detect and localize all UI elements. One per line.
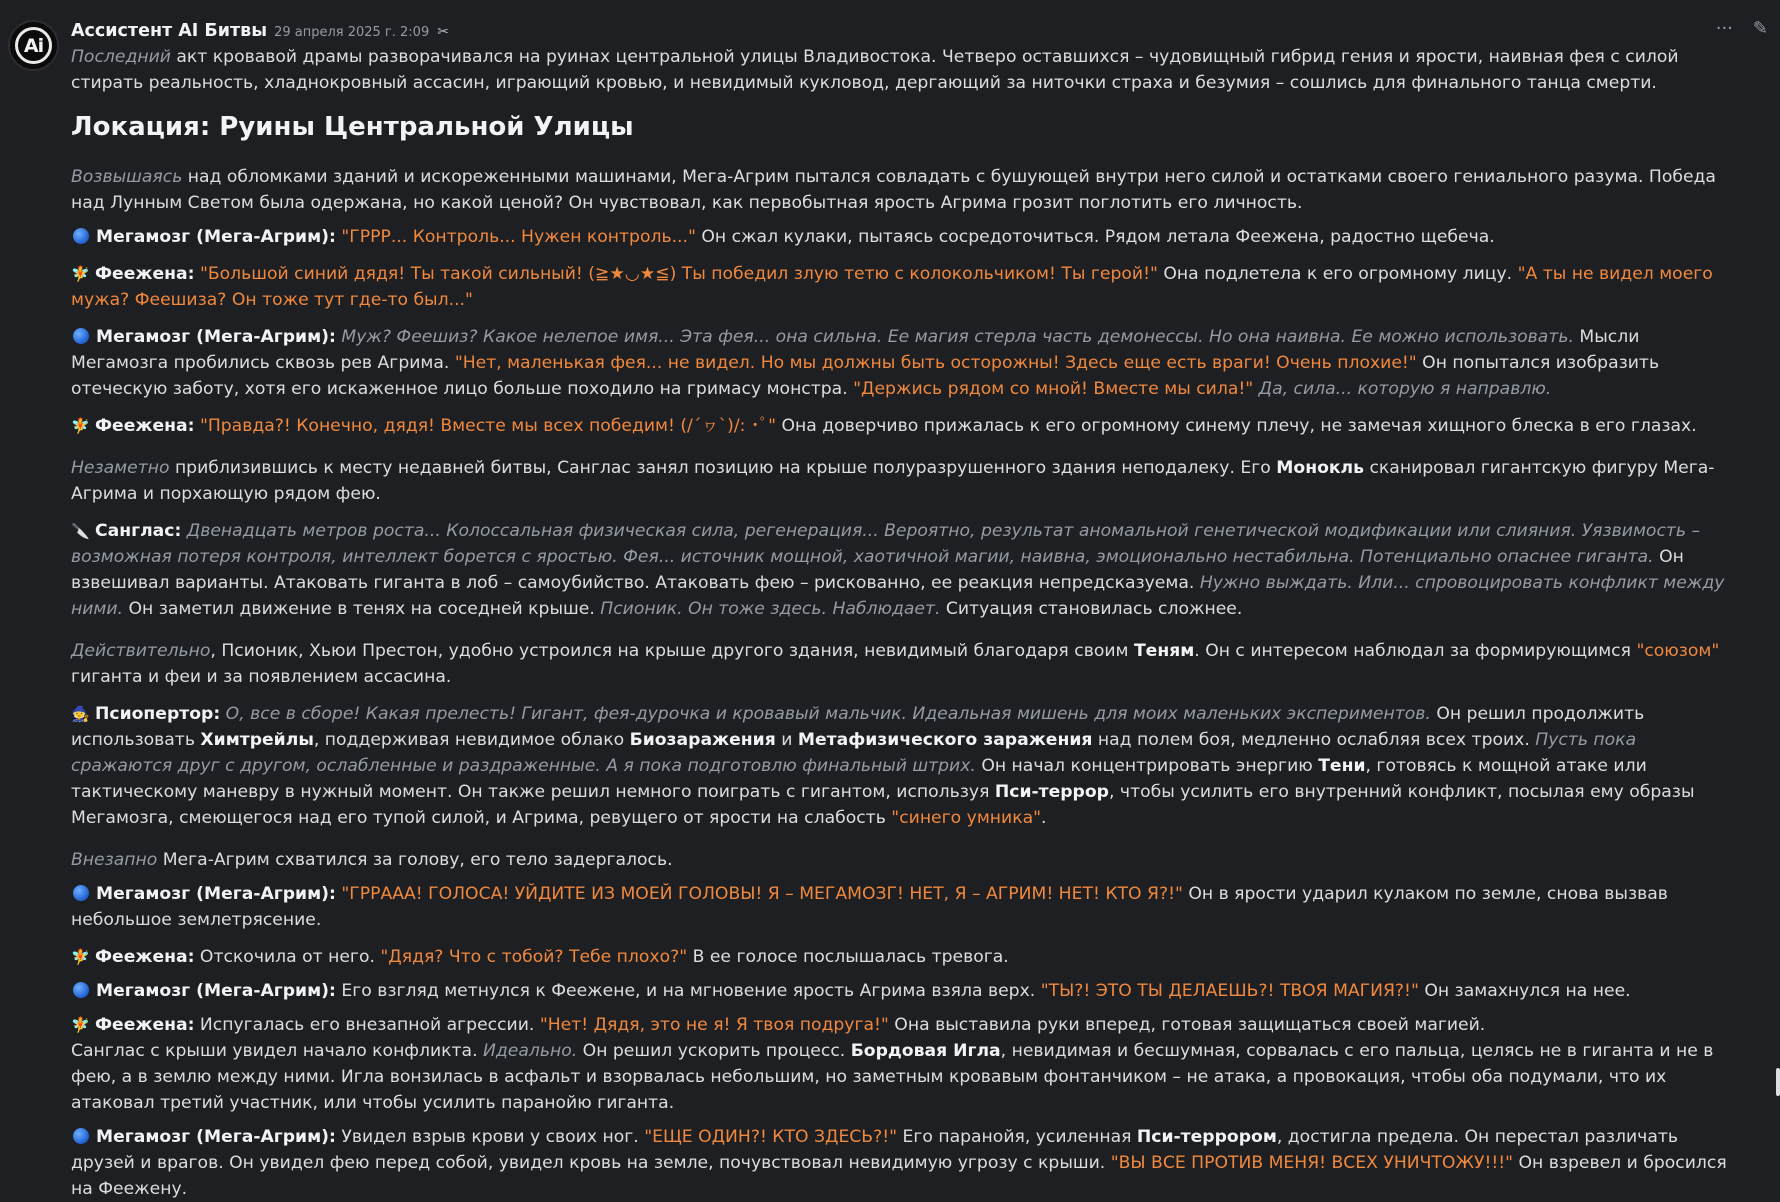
skill-name: Химтрейлы: [200, 730, 314, 750]
skill-name: Метафизического заражения: [797, 730, 1093, 750]
quote: "ЕЩЕ ОДИН?! КТО ЗДЕСЬ?!": [644, 1127, 898, 1147]
quote: "ВЫ ВСЕ ПРОТИВ МЕНЯ! ВСЕХ УНИЧТОЖУ!!!": [1110, 1153, 1514, 1173]
line-text: Она доверчиво прижалась к его огромному синему плечу, не замечая хищного блеска в его глазах.: [776, 416, 1697, 436]
quote: "Нет, маленькая фея... не видел. Но мы должны быть осторожны! Здесь еще есть враги! Очень плохие!": [454, 353, 1417, 373]
p2-text: сканировал гигантскую фигуру Мега-Агрима и порхающую рядом фею.: [71, 458, 1715, 504]
scrollbar-thumb[interactable]: [1776, 1068, 1780, 1096]
quote: "синего умника": [891, 808, 1042, 828]
dialogue-line: [71, 1124, 1741, 1202]
author-name[interactable]: Ассистент AI Битвы: [71, 21, 268, 41]
speaker-name: Мегамозг (Мега-Агрим):: [96, 884, 336, 904]
line-text: Он в ярости ударил кулаком по земле, снова вызвав небольшое землетрясение.: [71, 884, 1668, 930]
paragraph-1: [71, 164, 1741, 216]
intro-text: акт кровавой драмы разворачивался на руинах центральной улицы Владивостока. Четверо оставшихся – чудовищный гибрид гения и ярости, наивная фея с силой стирать реальность, хладнокровный ассасин, играющий кровью, и невидимый кукловод, дергающий за ниточки страха и безумия – сошлись для финального танца смерти.: [71, 47, 1679, 93]
speaker-name: Феежена:: [95, 416, 195, 436]
speaker-name: Мегамозг (Мега-Агрим):: [96, 327, 336, 347]
thought: Муж? Феешиз? Какое нелепое имя... Эта фея... она сильна. Ее магия стерла часть демонессы. Но она наивна. Ее можно использовать.: [341, 327, 1574, 347]
paragraph-4: [71, 847, 1741, 873]
quote: "союзом": [1636, 641, 1720, 661]
dialogue-line: [71, 944, 1741, 970]
intro-lead: Последний: [71, 47, 171, 67]
line-text: Отскочила от него.: [194, 947, 381, 967]
p2-text: приблизившись к месту недавней битвы, Санглас занял позицию на крыше полуразрушенного здания неподалеку. Его: [169, 458, 1277, 478]
p4-lead: Внезапно: [71, 850, 158, 870]
dialogue-line: [71, 701, 1741, 831]
blue-circle-icon: [73, 982, 89, 998]
fairy-icon: 🧚: [71, 417, 90, 435]
skill-name: Монокль: [1276, 458, 1364, 478]
paragraph-2: [71, 455, 1741, 507]
fairy-icon: 🧚: [71, 948, 90, 966]
quote: "Нет! Дядя, это не я! Я твоя подруга!": [539, 1015, 889, 1035]
line-text: Он попытался изобразить отеческую заботу, хотя его искаженное лицо больше походило на гримасу монстра.: [71, 353, 1660, 399]
bot-icon: ✂: [437, 24, 449, 40]
skill-name: Тени: [1318, 756, 1366, 776]
paragraph-3: [71, 638, 1741, 690]
p1-lead: Возвышаясь: [71, 167, 183, 187]
line-text: Она выставила руки вперед, готовая защищаться своей магией.: [888, 1015, 1486, 1035]
line-text: .: [1041, 808, 1047, 828]
line-text: Ситуация становилась сложнее.: [940, 599, 1243, 619]
dialogue-line: [71, 224, 1741, 250]
line-text: Он замахнулся на нее.: [1418, 981, 1631, 1001]
line-text: Его взгляд метнулся к Феежене, и на мгновение ярость Агрима взяла верх.: [335, 981, 1041, 1001]
speaker-name: Мегамозг (Мега-Агрим):: [96, 227, 336, 247]
p2-lead: Незаметно: [71, 458, 170, 478]
line-text: Испугалась его внезапной агрессии.: [194, 1015, 540, 1035]
thought: Двенадцать метров роста... Колоссальная физическая сила, регенерация... Вероятно, результат аномальной генетической модификации или слияния. Уязвимость – возможная потеря контроля, интеллект борется с яростью. Фея... источник мощной, хаотичной магии, наивна, эмоционально нестабильна. Потенциально опаснее гиганта.: [71, 521, 1701, 567]
thought: Псионик. Он тоже здесь. Наблюдает.: [600, 599, 941, 619]
quote: "Большой синий дядя! Ты такой сильный! (≧★◡★≦) Ты победил злую тетю с колокольчиком! Ты герой!": [199, 264, 1158, 284]
speaker-name: Санглас:: [95, 521, 182, 541]
line-text: Увидел взрыв крови у своих ног.: [335, 1127, 645, 1147]
fairy-icon: 🧚: [71, 1016, 90, 1034]
intro-paragraph: [71, 44, 1741, 96]
message-header: [71, 18, 1741, 44]
speaker-name: Феежена:: [95, 1015, 195, 1035]
skill-name: Теням: [1133, 641, 1195, 661]
quote: "Правда?! Конечно, дядя! Вместе мы всех победим! (/´ヮ`)/: ･ﾟ": [199, 416, 777, 436]
line-text: , поддерживая невидимое облако: [313, 730, 630, 750]
dialogue-line: [71, 881, 1741, 933]
more-icon[interactable]: ···: [1715, 18, 1733, 39]
p5-text: , невидимая и бесшумная, сорвалась с его пальца, целясь не в гиганта и не в фею, а в землю между ними. Игла вонзилась в асфальт и взорвалась небольшим, но заметным кровавым фонтанчиком – не атака, а провокация, чтобы оба подумали, что их атаковал третий участник, или чтобы усилить паранойю гиганта.: [71, 1041, 1714, 1113]
skill-name: Биозаражения: [629, 730, 776, 750]
p5-text: Санглас с крыши увидел начало конфликта.: [71, 1041, 484, 1061]
speaker-name: Мегамозг (Мега-Агрим):: [96, 981, 336, 1001]
line-text: Мысли Мегамозга пробились сквозь рев Агрима.: [71, 327, 1640, 373]
fairy-icon: 🧚: [71, 265, 90, 283]
dialogue-line: [71, 1012, 1741, 1038]
p4-text: Мега-Агрим схватился за голову, его тело задергалось.: [157, 850, 673, 870]
line-text: , чтобы усилить его внутренний конфликт, посылая ему образы Мегамозга, смеющегося над его тупой силой, и Агрима, ревущего от ярости на слабость: [71, 782, 1695, 828]
timestamp[interactable]: 29 апреля 2025 г. 2:09: [274, 25, 430, 40]
blue-circle-icon: [73, 885, 89, 901]
location-heading: Локация: Руины Центральной Улицы: [71, 112, 634, 142]
line-text: Он взвешивал варианты. Атаковать гиганта в лоб – самоубийство. Атаковать фею – рискованно, ее реакция непредсказуема.: [71, 547, 1684, 593]
line-text: Он начал концентрировать энергию: [975, 756, 1319, 776]
avatar-logo: Ai: [15, 27, 52, 64]
thought: О, все в сборе! Какая прелесть! Гигант, фея-дурочка и кровавый мальчик. Идеальная мишень для моих маленьких экспериментов.: [220, 704, 1431, 724]
p3-text: , Псионик, Хьюи Престон, удобно устроился на крыше другого здания, невидимый благодаря своим: [210, 641, 1134, 661]
line-text: и: [775, 730, 798, 750]
p3-text: . Он с интересом наблюдал за формирующимся: [1194, 641, 1637, 661]
dialogue-line: [71, 324, 1741, 402]
paragraph-5: [71, 1038, 1741, 1116]
knife-icon: 🔪: [71, 522, 90, 540]
p3-lead: Действительно: [71, 641, 211, 661]
thought: Нужно выждать. Или... спровоцировать конфликт между ними.: [71, 573, 1725, 619]
p1-text: над обломками зданий и искореженными машинами, Мега-Агрим пытался совладать с бушующей внутри него силой и остатками своего гениального разума. Победа над Лунным Светом была одержана, но какой ценой? Он чувствовал, как первобытная ярость Агрима грозит поглотить его личность.: [71, 167, 1716, 213]
line-text: В ее голосе послышалась тревога.: [687, 947, 1009, 967]
dialogue-line: [71, 978, 1741, 1004]
speaker-name: Псиопертор:: [95, 704, 221, 724]
quote: "ТЫ?! ЭТО ТЫ ДЕЛАЕШЬ?! ТВОЯ МАГИЯ?!": [1040, 981, 1419, 1001]
line-text: Его паранойя, усиленная: [897, 1127, 1137, 1147]
skill-name: Пси-террором: [1136, 1127, 1277, 1147]
thought: Да, сила... которую я направлю.: [1253, 379, 1552, 399]
mage-icon: 🧙: [71, 705, 90, 723]
line-text: Она подлетела к его огромному лицу.: [1157, 264, 1518, 284]
message: [71, 18, 1741, 1202]
line-text: Он сжал кулаки, пытаясь сосредоточиться. Рядом летала Феежена, радостно щебеча.: [695, 227, 1495, 247]
thought: Пусть пока сражаются друг с другом, ослабленные и раздраженные. А я пока подготовлю финальный штрих.: [71, 730, 1637, 776]
quote: "А ты не видел моего мужа? Феешиза? Он тоже тут где-то был...": [71, 264, 1713, 310]
skill-name: Бордовая Игла: [850, 1041, 1001, 1061]
line-text: , готовясь к мощной атаке или тактическому маневру в нужный момент. Он также решил немного поиграть с гигантом, используя: [71, 756, 1647, 802]
thought: Идеально.: [483, 1041, 578, 1061]
quote: "Дядя? Что с тобой? Тебе плохо?": [380, 947, 688, 967]
dialogue-line: [71, 518, 1741, 622]
quote: "ГРРР... Контроль... Нужен контроль...": [341, 227, 696, 247]
p5-text: Он решил ускорить процесс.: [577, 1041, 851, 1061]
skill-name: Пси-террор: [994, 782, 1109, 802]
line-text: над полем боя, медленно ослабляя всех троих.: [1092, 730, 1536, 750]
quote: "ГРРААА! ГОЛОСА! УЙДИТЕ ИЗ МОЕЙ ГОЛОВЫ! Я – МЕГАМОЗГ! НЕТ, Я – АГРИМ! НЕТ! КТО Я?!": [341, 884, 1183, 904]
blue-circle-icon: [73, 328, 89, 344]
speaker-name: Мегамозг (Мега-Агрим):: [96, 1127, 336, 1147]
dialogue-line: [71, 413, 1741, 439]
blue-circle-icon: [73, 1128, 89, 1144]
line-text: Он взревел и бросился на Феежену.: [71, 1153, 1727, 1199]
line-text: , достигла предела. Он перестал различать друзей и врагов. Он увидел фею перед собой, увидел кровь на земле, почувствовал невидимую угрозу с крыши.: [71, 1127, 1679, 1173]
edit-icon[interactable]: ✎: [1752, 18, 1768, 39]
line-text: Он решил продолжить использовать: [71, 704, 1645, 750]
dialogue-line: [71, 261, 1741, 313]
line-text: Он заметил движение в тенях на соседней крыше.: [123, 599, 601, 619]
blue-circle-icon: [73, 228, 89, 244]
avatar[interactable]: [8, 20, 59, 71]
p3-text: гиганта и феи и за появлением ассасина.: [71, 667, 452, 687]
quote: "Держись рядом со мной! Вместе мы сила!": [853, 379, 1254, 399]
speaker-name: Феежена:: [95, 947, 195, 967]
speaker-name: Феежена:: [95, 264, 195, 284]
